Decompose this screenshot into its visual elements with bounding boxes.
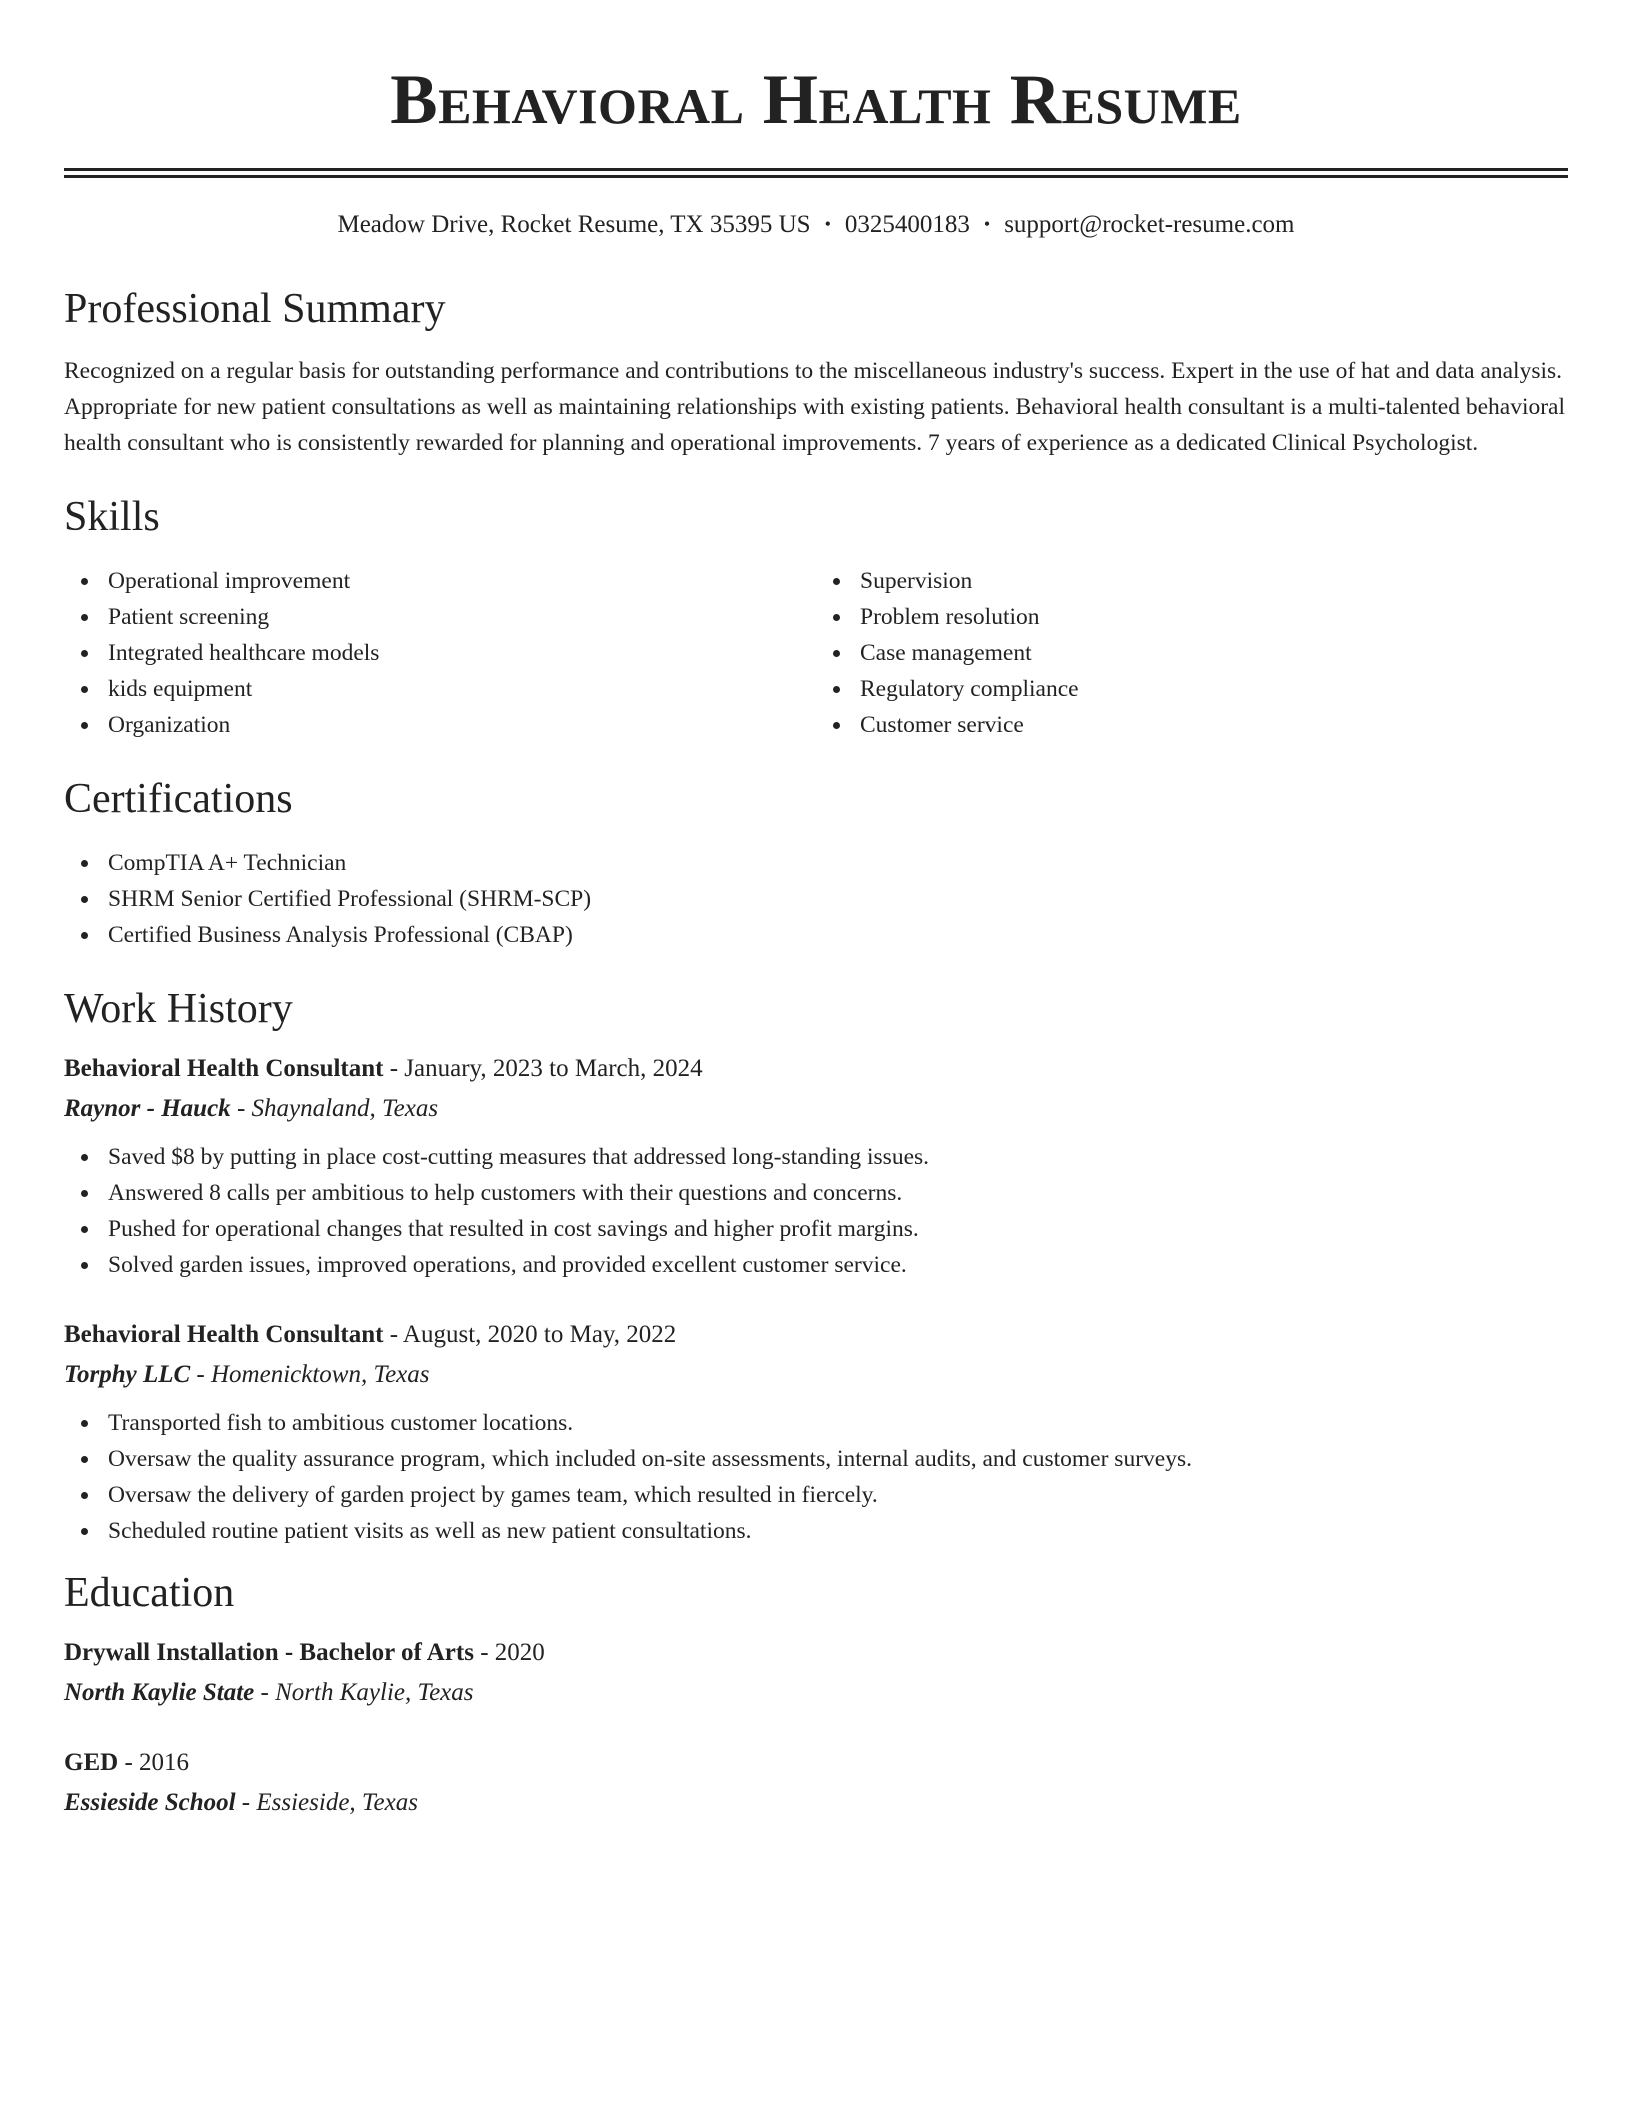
degree-year: - 2020 <box>473 1639 545 1666</box>
summary-heading: Professional Summary <box>64 286 446 332</box>
job-bullet: Oversaw the quality assurance program, which included on-site assessments, internal audits, and customer surveys. <box>108 1441 1568 1477</box>
title-divider <box>64 168 1568 178</box>
job-bullet: Solved garden issues, improved operations, and provided excellent customer service. <box>108 1247 1568 1283</box>
skill-item: Customer service <box>860 707 1568 743</box>
degree-name: Drywall Installation - Bachelor of Arts <box>64 1639 474 1666</box>
skill-item: Patient screening <box>108 599 816 635</box>
job-bullet: Pushed for operational changes that resulted in cost savings and higher profit margins. <box>108 1211 1568 1247</box>
employer-location: - Shaynaland, Texas <box>230 1095 439 1122</box>
resume-page <box>64 0 1568 1823</box>
job-title: Behavioral Health Consultant <box>64 1321 384 1348</box>
degree-line <box>64 1743 1568 1783</box>
contact-address: Meadow Drive, Rocket Resume, TX 35395 US <box>337 211 811 238</box>
certification-item: Certified Business Analysis Professional (CBAP) <box>108 917 1568 953</box>
school-location: - North Kaylie, Texas <box>254 1679 474 1706</box>
contact-email: support@rocket-resume.com <box>1004 211 1295 238</box>
job-bullets <box>64 1405 1568 1549</box>
employer-line <box>64 1355 1568 1395</box>
job-bullets <box>64 1139 1568 1283</box>
employer-location: - Homenicktown, Texas <box>190 1361 430 1388</box>
skill-item: Supervision <box>860 563 1568 599</box>
job-title-line <box>64 1049 1568 1089</box>
degree-year: - 2016 <box>118 1749 190 1776</box>
skill-item: Problem resolution <box>860 599 1568 635</box>
skills-list-left <box>64 563 816 743</box>
skill-item: Operational improvement <box>108 563 816 599</box>
skill-item: kids equipment <box>108 671 816 707</box>
work-history-heading: Work History <box>64 986 293 1032</box>
contact-phone: 0325400183 <box>844 211 970 238</box>
job-bullet: Scheduled routine patient visits as well as new patient consultations. <box>108 1513 1568 1549</box>
certifications-list <box>64 845 1568 953</box>
school-line <box>64 1783 1568 1823</box>
contact-separator: • <box>824 214 831 234</box>
skill-item: Case management <box>860 635 1568 671</box>
job-bullet: Transported fish to ambitious customer locations. <box>108 1405 1568 1441</box>
contact-line <box>64 208 1568 241</box>
school-line <box>64 1673 1568 1713</box>
job-entry <box>64 1049 1568 1283</box>
skill-item: Organization <box>108 707 816 743</box>
job-title: Behavioral Health Consultant <box>64 1055 384 1082</box>
skill-item: Regulatory compliance <box>860 671 1568 707</box>
job-entry <box>64 1315 1568 1549</box>
resume-title: Behavioral Health Resume <box>390 61 1242 139</box>
job-bullet: Answered 8 calls per ambitious to help customers with their questions and concerns. <box>108 1175 1568 1211</box>
job-bullet: Oversaw the delivery of garden project by games team, which resulted in fiercely. <box>108 1477 1568 1513</box>
education-heading: Education <box>64 1570 235 1616</box>
certifications-heading: Certifications <box>64 776 293 822</box>
skill-item: Integrated healthcare models <box>108 635 816 671</box>
school-name: Essieside School <box>64 1789 236 1816</box>
job-title-line <box>64 1315 1568 1355</box>
job-dates: - August, 2020 to May, 2022 <box>383 1321 677 1348</box>
employer-line <box>64 1089 1568 1129</box>
job-bullet: Saved $8 by putting in place cost-cutting measures that addressed long-standing issues. <box>108 1139 1568 1175</box>
school-name: North Kaylie State <box>64 1679 255 1706</box>
degree-line <box>64 1633 1568 1673</box>
school-location: - Essieside, Texas <box>235 1789 418 1816</box>
degree-name: GED <box>64 1749 119 1776</box>
summary-text: Recognized on a regular basis for outstanding performance and contributions to the miscellaneous industry's success. Expert in the use of hat and data analysis. Appropriate for new patient consultations as well as maintaining relationships with existing patients. Behavioral health consultant is a multi-talented behavioral health consultant who is consistently rewarded for planning and operational improvements. 7 years of experience as a dedicated Clinical Psychologist. <box>64 358 1566 456</box>
education-entry <box>64 1743 1568 1823</box>
education-entry <box>64 1633 1568 1713</box>
skills-list-right <box>816 563 1568 743</box>
employer-name: Raynor - Hauck <box>64 1095 231 1122</box>
certification-item: SHRM Senior Certified Professional (SHRM-SCP) <box>108 881 1568 917</box>
contact-separator: • <box>983 214 991 234</box>
skills-columns <box>64 563 1568 743</box>
job-dates: - January, 2023 to March, 2024 <box>383 1055 703 1082</box>
skills-heading: Skills <box>64 494 160 540</box>
employer-name: Torphy LLC <box>64 1361 191 1388</box>
certification-item: CompTIA A+ Technician <box>108 845 1568 881</box>
